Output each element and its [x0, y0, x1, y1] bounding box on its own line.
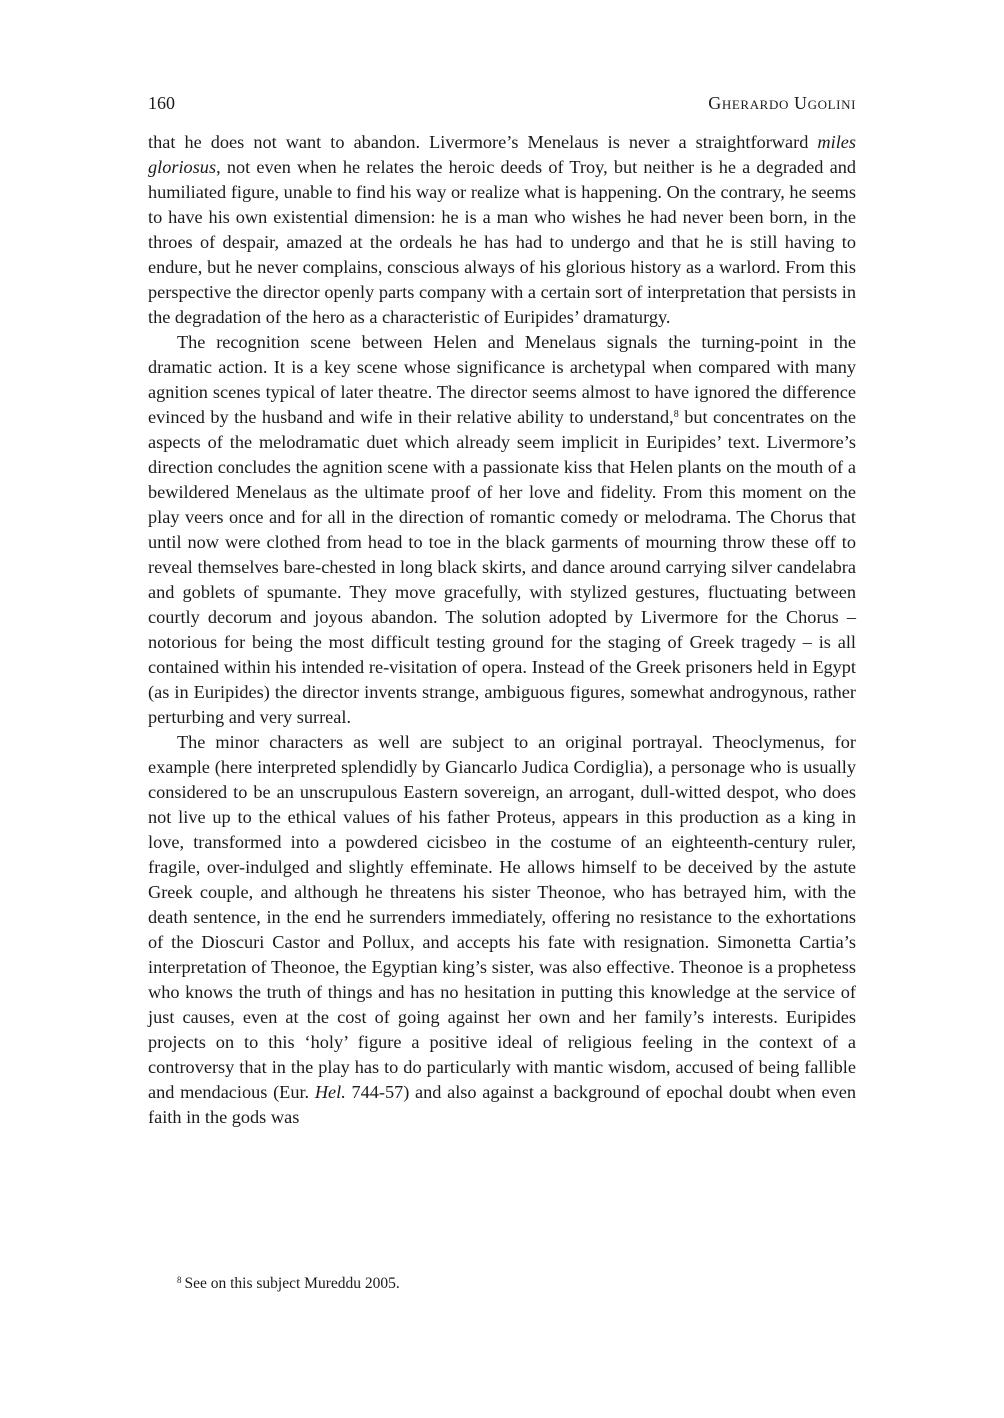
body-text — [148, 130, 856, 1130]
italic-phrase: miles gloriosus — [148, 132, 856, 177]
text-run: , not even when he relates the heroic deeds of Troy, but neither is he a degraded and humiliated figure, unable to find his way or realize what is happening. On the contrary, he seems to have his own existential dimension: he is a man who wishes he had never been born, in the throes of despair, amazed at the ordeals he has had to undergo and that he is still having to endure, but he never complains, conscious always of his glorious history as a warlord. From this perspective the director openly parts company with a certain sort of interpretation that persists in the degradation of the hero as a characteristic of Euripides’ dramaturgy. — [148, 157, 856, 327]
running-head-author: Gherardo Ugolini — [708, 93, 856, 113]
text-run: that he does not want to abandon. Livermore’s Menelaus is never a straightforward — [148, 132, 818, 152]
footnote-number: 8 — [177, 1274, 182, 1285]
page — [148, 0, 856, 1418]
footnote — [177, 1273, 856, 1295]
footnote-text: See on this subject Mureddu 2005. — [184, 1275, 400, 1292]
page-number: 160 — [148, 93, 175, 113]
paragraph-1 — [148, 130, 856, 330]
paragraph-3 — [148, 730, 856, 1130]
text-run: The recognition scene between Helen and Menelaus signals the turning-point in the dramatic action. It is a key scene whose significance is archetypal when compared with many agnition scenes typical of later theatre. The director seems almost to have ignored the difference evinced by the husband and wife in their relative ability to understand, — [148, 332, 856, 427]
italic-citation: Hel. — [314, 1082, 346, 1102]
paragraph-2 — [148, 330, 856, 730]
text-run: The minor characters as well are subject to an original portrayal. Theoclymenus, for example (here interpreted splendidly by Giancarlo Judica Cordiglia), a personage who is usually considered to be an unscrupulous Eastern sovereign, an arrogant, dull-witted despot, who does not live up to the ethical values of his father Proteus, appears in this production as a king in love, transformed into a powdered cicisbeo in the costume of an eighteenth-century ruler, fragile, over-indulged and slightly effeminate. He allows himself to be deceived by the astute Greek couple, and although he threatens his sister Theonoe, who has betrayed him, with the death sentence, in the end he surrenders immediately, offering no resistance to the exhortations of the Dioscuri Castor and Pollux, and accepts his fate with resignation. Simonetta Cartia’s interpretation of Theonoe, the Egyptian king’s sister, was also effective. Theonoe is a prophetess who knows the truth of things and has no hesitation in putting this knowledge at the service of just causes, even at the cost of going against her own and her family’s interests. Euripides projects on to this ‘holy’ figure a positive ideal of religious feeling in the context of a controversy that in the play has to do particularly with mantic wisdom, accused of being fallible and mendacious (Eur. — [148, 732, 856, 1102]
footnote-reference[interactable]: 8 — [673, 409, 679, 420]
text-run: 744-57) and also against a background of epochal doubt when even faith in the gods was — [148, 1082, 857, 1127]
footnotes — [177, 1273, 856, 1295]
text-run: but concentrates on the aspects of the melodramatic duet which already seem implicit in Euripides’ text. Livermore’s direction concludes the agnition scene with a passionate kiss that Helen plants on the mouth of a bewildered Menelaus as the ultimate proof of her love and fidelity. From this moment on the play veers once and for all in the direction of romantic comedy or melodrama. The Chorus that until now were clothed from head to toe in the black garments of mourning throw these off to reveal themselves bare-chested in long black skirts, and dance around carrying silver candelabra and goblets of spumante. They move gracefully, with stylized gestures, fluctuating between courtly decorum and joyous abandon. The solution adopted by Livermore for the Chorus – notorious for being the most difficult testing ground for the staging of Greek tragedy – is all contained within his intended re-visitation of opera. Instead of the Greek prisoners held in Egypt (as in Euripides) the director invents strange, ambiguous figures, somewhat androgynous, rather perturbing and very surreal. — [148, 407, 856, 727]
